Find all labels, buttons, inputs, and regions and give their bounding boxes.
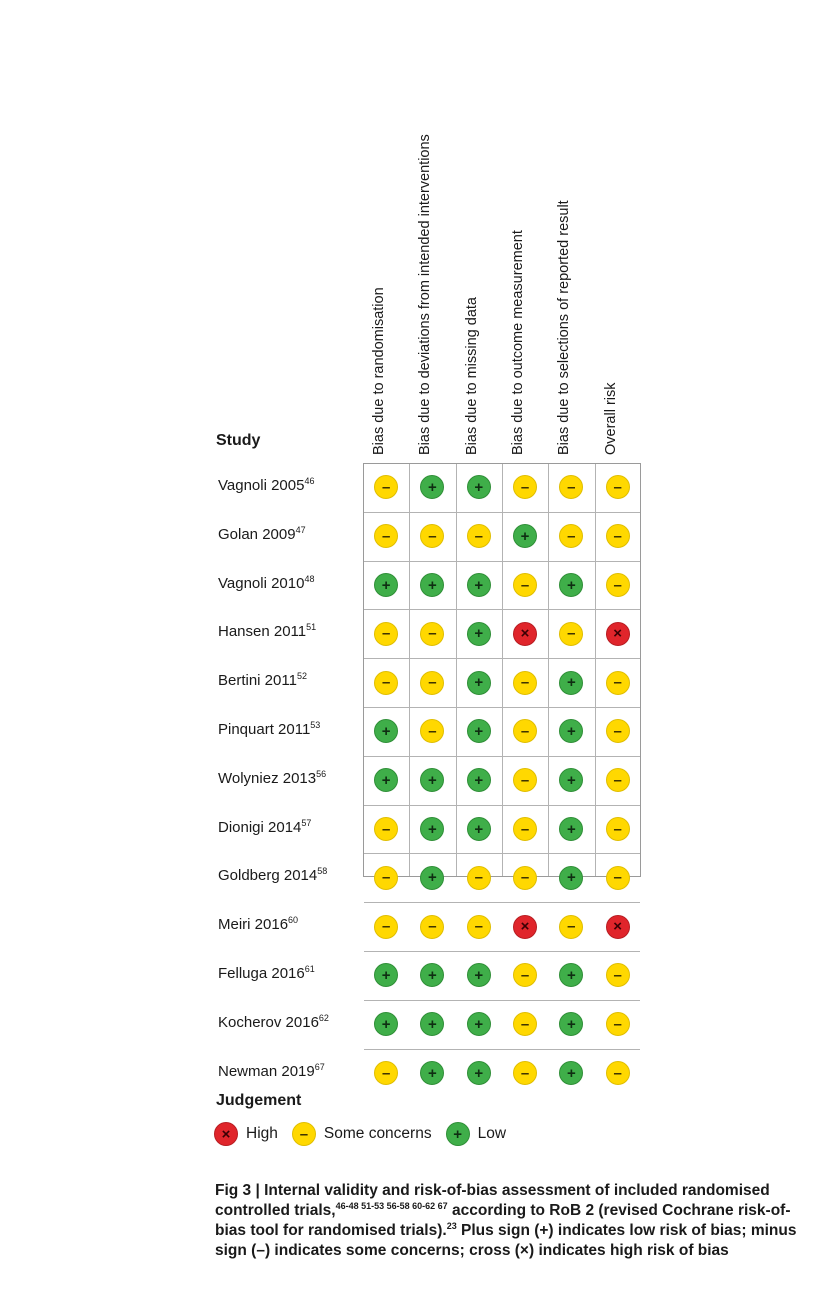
judgement-low-icon [559,1012,583,1036]
legend-high-icon [214,1122,238,1146]
judgement-low-icon-symbol: + [566,576,576,594]
judgement-some-icon [513,475,537,499]
judgement-some-icon-symbol: – [520,1064,530,1082]
caption-text-3: Plus sign (+) indicates low risk of bias; minus sign (–) indicates some concerns; cross (×) indicates high risk of bias [215,1222,797,1259]
judgement-some-icon-symbol: – [613,771,622,789]
judgement-some-icon [467,524,491,548]
study-name-text: Goldberg 2014 [218,867,318,885]
judgement-high-icon-symbol: × [613,918,623,936]
legend-low-icon-symbol: + [453,1125,462,1143]
judgement-some-icon [374,622,398,646]
judgement-some-icon [513,963,537,987]
judgement-some-icon [374,1061,398,1085]
judgement-low-icon-symbol: + [381,966,391,984]
judgement-some-icon [374,671,398,695]
judgement-some-icon [606,573,630,597]
legend-high-icon-symbol: × [221,1125,231,1143]
judgement-low-icon-symbol: + [474,771,484,789]
judgement-some-icon-symbol: – [520,869,530,887]
judgement-low-icon-symbol: + [566,722,576,740]
judgement-low-icon [467,817,491,841]
judgement-low-icon-symbol: + [381,1015,391,1033]
judgement-some-icon-symbol: – [613,966,622,984]
judgement-some-icon [559,622,583,646]
judgement-low-icon-symbol: + [474,625,484,643]
study-name-text: Wolyniez 2013 [218,769,317,787]
study-name [218,526,306,543]
judgement-low-icon [559,573,583,597]
judgement-some-icon [420,524,444,548]
study-column-header: Study [216,432,261,449]
study-name [218,672,307,689]
judgement-low-icon-symbol: + [566,1015,576,1033]
judgement-low-icon [420,817,444,841]
study-reference: 67 [314,1061,325,1072]
judgement-low-icon-symbol: + [566,771,576,789]
judgement-low-icon [374,1012,398,1036]
column-header-label: Bias due to selections of reported result [556,200,573,455]
judgement-some-icon-symbol: – [381,820,391,838]
judgement-some-icon-symbol: – [428,722,437,740]
study-name [218,965,315,982]
judgement-some-icon-symbol: – [381,918,391,936]
judgement-low-icon-symbol: + [474,576,484,594]
judgement-low-icon-symbol: + [428,576,437,594]
judgement-low-icon-symbol: + [474,722,484,740]
grid-divider [364,707,640,708]
judgement-some-icon-symbol: – [520,674,530,692]
study-name-text: Newman 2019 [218,1062,315,1080]
judgement-low-icon [420,1061,444,1085]
judgement-low-icon-symbol: + [428,478,437,496]
judgement-low-icon [374,768,398,792]
judgement-some-icon [559,475,583,499]
judgement-low-icon [374,573,398,597]
judgement-some-icon-symbol: – [567,527,576,545]
judgement-some-icon-symbol: – [474,869,483,887]
judgement-low-icon [467,719,491,743]
judgement-low-icon [559,1061,583,1085]
grid-divider [364,561,640,562]
study-reference: 47 [295,524,306,535]
grid-divider [364,853,640,854]
legend-low-icon [446,1122,470,1146]
judgement-some-icon [420,915,444,939]
judgement-some-icon-symbol: – [381,625,391,643]
judgement-high-icon [513,915,537,939]
judgement-high-icon [513,622,537,646]
study-name [218,623,316,640]
judgement-some-icon [420,622,444,646]
judgement-some-icon-symbol: – [381,1064,391,1082]
legend-title: Judgement [216,1092,302,1109]
figure-caption [215,1181,815,1261]
study-name [218,721,320,738]
judgement-high-icon [606,622,630,646]
study-name-text: Vagnoli 2010 [218,574,305,592]
judgement-low-icon-symbol: + [474,674,484,692]
judgement-high-icon-symbol: × [613,625,623,643]
judgement-low-icon-symbol: + [566,820,576,838]
judgement-low-icon-symbol: + [566,674,576,692]
judgement-some-icon [467,866,491,890]
judgement-low-icon-symbol: + [428,820,437,838]
judgement-some-icon [420,719,444,743]
judgement-some-icon-symbol: – [520,1015,530,1033]
judgement-some-icon-symbol: – [381,527,391,545]
judgement-some-icon [513,817,537,841]
study-name [218,867,327,884]
judgement-some-icon-symbol: – [520,576,530,594]
judgement-low-icon [374,963,398,987]
judgement-some-icon [467,915,491,939]
judgement-low-icon-symbol: + [474,1064,484,1082]
study-reference: 58 [317,866,328,877]
judgement-some-icon-symbol: – [428,674,437,692]
column-header-deviations [409,35,455,455]
judgement-some-icon-symbol: – [567,918,576,936]
judgement-low-icon [420,475,444,499]
study-reference: 46 [304,476,315,486]
study-name [218,477,314,494]
judgement-low-icon [420,866,444,890]
legend-item-low [446,1122,506,1146]
judgement-low-icon [559,817,583,841]
judgement-low-icon [467,671,491,695]
judgement-some-icon-symbol: – [613,478,622,496]
judgement-some-icon [606,1012,630,1036]
judgement-low-icon-symbol: + [381,576,391,594]
study-name [218,770,326,787]
judgement-some-icon [606,671,630,695]
study-name [218,1014,329,1031]
grid-divider [364,902,640,903]
judgement-some-icon [606,866,630,890]
grid-divider [595,464,596,876]
judgement-some-icon-symbol: – [428,527,437,545]
judgement-some-icon [559,915,583,939]
judgement-low-icon-symbol: + [428,966,437,984]
study-reference: 52 [296,671,307,682]
study-reference: 57 [301,817,312,828]
legend-label: Low [477,1125,507,1142]
judgement-low-icon [559,719,583,743]
judgement-low-icon [467,622,491,646]
judgement-some-icon [374,475,398,499]
judgement-low-icon-symbol: + [381,771,391,789]
legend-label: High [246,1125,278,1142]
judgement-some-icon [606,524,630,548]
study-reference: 62 [318,1012,329,1023]
judgement-low-icon-symbol: + [428,869,437,887]
judgement-low-icon [467,963,491,987]
judgement-some-icon-symbol: – [613,869,622,887]
column-header-reported-result [548,35,594,455]
judgement-some-icon [513,573,537,597]
judgement-low-icon [559,866,583,890]
judgement-some-icon-symbol: – [381,674,391,692]
judgement-low-icon [467,573,491,597]
judgement-low-icon [467,1061,491,1085]
study-name [218,1063,325,1080]
study-name-text: Vagnoli 2005 [218,477,305,494]
column-header-randomisation [363,35,409,455]
judgement-low-icon-symbol: + [428,1015,437,1033]
study-name [218,916,298,933]
caption-text-2: according to RoB 2 (revised Cochrane risk-of-bias tool for randomised trials). [215,1202,791,1239]
study-name [218,575,314,592]
grid-divider [364,805,640,806]
judgement-high-icon-symbol: × [520,625,530,643]
study-name-text: Dionigi 2014 [218,818,302,836]
judgement-some-icon [606,719,630,743]
grid-divider [364,658,640,659]
judgement-low-icon-symbol: + [474,478,484,496]
study-name-text: Hansen 2011 [218,623,307,641]
grid-divider [548,464,549,876]
judgement-some-icon [374,524,398,548]
judgement-low-icon [420,768,444,792]
study-name-text: Golan 2009 [218,525,296,543]
judgement-low-icon-symbol: + [474,966,484,984]
grid-divider [502,464,503,876]
risk-of-bias-grid [363,463,641,1082]
judgement-low-icon-symbol: + [566,869,576,887]
judgement-low-icon [559,671,583,695]
judgement-low-icon-symbol: + [566,1064,576,1082]
legend-item-some [292,1122,432,1146]
judgement-some-icon-symbol: – [520,820,530,838]
caption-text-1: Fig 3 | Internal validity and risk-of-bias assessment of included randomised controlled trials, [215,1182,770,1219]
legend [214,1122,520,1146]
judgement-some-icon-symbol: – [613,1064,622,1082]
study-name-text: Kocherov 2016 [218,1013,319,1031]
column-header-label: Overall risk [602,382,619,455]
judgement-low-icon [420,1012,444,1036]
judgement-some-icon-symbol: – [428,625,437,643]
judgement-some-icon-symbol: – [613,722,622,740]
grid-divider [364,756,640,757]
judgement-some-icon-symbol: – [613,527,622,545]
judgement-some-icon [374,866,398,890]
judgement-some-icon [420,671,444,695]
judgement-low-icon-symbol: + [474,820,484,838]
judgement-some-icon [606,1061,630,1085]
column-header-overall-risk [595,35,641,455]
judgement-some-icon-symbol: – [381,869,391,887]
judgement-some-icon-symbol: – [428,918,437,936]
study-name-text: Meiri 2016 [218,916,289,934]
judgement-some-icon [606,475,630,499]
judgement-low-icon-symbol: + [566,966,576,984]
column-header-label: Bias due to missing data [463,297,480,455]
study-reference: 53 [310,720,321,730]
judgement-some-icon-symbol: – [520,478,530,496]
judgement-some-icon [513,768,537,792]
judgement-some-icon [606,963,630,987]
column-header-label: Bias due to deviations from intended interventions [417,134,434,455]
grid-divider [364,1000,640,1001]
legend-item-high [214,1122,278,1146]
column-header-label: Bias due to outcome measurement [509,230,526,455]
judgement-some-icon [513,671,537,695]
grid-divider [409,464,410,876]
study-reference: 56 [316,768,327,779]
judgement-some-icon [513,719,537,743]
judgement-some-icon [513,1061,537,1085]
judgement-some-icon-symbol: – [520,771,530,789]
judgement-some-icon-symbol: – [613,820,622,838]
judgement-low-icon-symbol: + [520,527,530,545]
judgement-some-icon [559,524,583,548]
judgement-some-icon [513,1012,537,1036]
judgement-low-icon-symbol: + [428,1064,437,1082]
judgement-some-icon-symbol: – [613,576,622,594]
judgement-some-icon [606,817,630,841]
grid-divider [364,951,640,952]
judgement-some-icon-symbol: – [474,918,483,936]
study-name [218,819,311,836]
legend-some-icon-symbol: – [299,1125,309,1143]
column-header-missing-data [456,35,502,455]
column-header-label: Bias due to randomisation [371,287,387,455]
judgement-some-icon-symbol: – [613,1015,622,1033]
judgement-some-icon [374,915,398,939]
study-reference: 60 [288,915,299,926]
study-reference: 48 [304,573,315,584]
judgement-high-icon-symbol: × [520,918,530,936]
grid-divider [364,609,640,610]
judgement-low-icon [420,963,444,987]
judgement-low-icon [467,1012,491,1036]
judgement-low-icon [467,475,491,499]
judgement-low-icon-symbol: + [474,1015,484,1033]
judgement-some-icon [606,768,630,792]
judgement-some-icon-symbol: – [474,527,483,545]
judgement-low-icon-symbol: + [428,771,437,789]
legend-some-icon [292,1122,316,1146]
legend-label: Some concerns [323,1125,432,1142]
judgement-low-icon [513,524,537,548]
study-name-text: Bertini 2011 [218,672,297,690]
judgement-low-icon [559,963,583,987]
grid-divider [364,512,640,513]
judgement-some-icon-symbol: – [567,625,576,643]
caption-refs-2: 23 [446,1220,457,1231]
grid-divider [456,464,457,876]
judgement-some-icon [513,866,537,890]
judgement-low-icon [420,573,444,597]
judgement-some-icon-symbol: – [520,966,530,984]
judgement-some-icon-symbol: – [381,478,391,496]
judgement-low-icon [467,768,491,792]
study-name-text: Pinquart 2011 [218,721,311,738]
judgement-some-icon-symbol: – [520,722,530,740]
judgement-low-icon-symbol: + [381,722,391,740]
grid-divider [364,1049,640,1050]
judgement-high-icon [606,915,630,939]
column-header-outcome-measurement [502,35,548,455]
judgement-some-icon-symbol: – [567,478,576,496]
study-reference: 61 [304,964,315,974]
caption-refs-1: 46-48 51-53 56-58 60-62 67 [335,1200,448,1211]
study-name-text: Felluga 2016 [218,965,305,982]
judgement-low-icon [559,768,583,792]
study-reference: 51 [306,622,317,633]
judgement-some-icon-symbol: – [613,674,622,692]
judgement-low-icon [374,719,398,743]
judgement-some-icon [374,817,398,841]
